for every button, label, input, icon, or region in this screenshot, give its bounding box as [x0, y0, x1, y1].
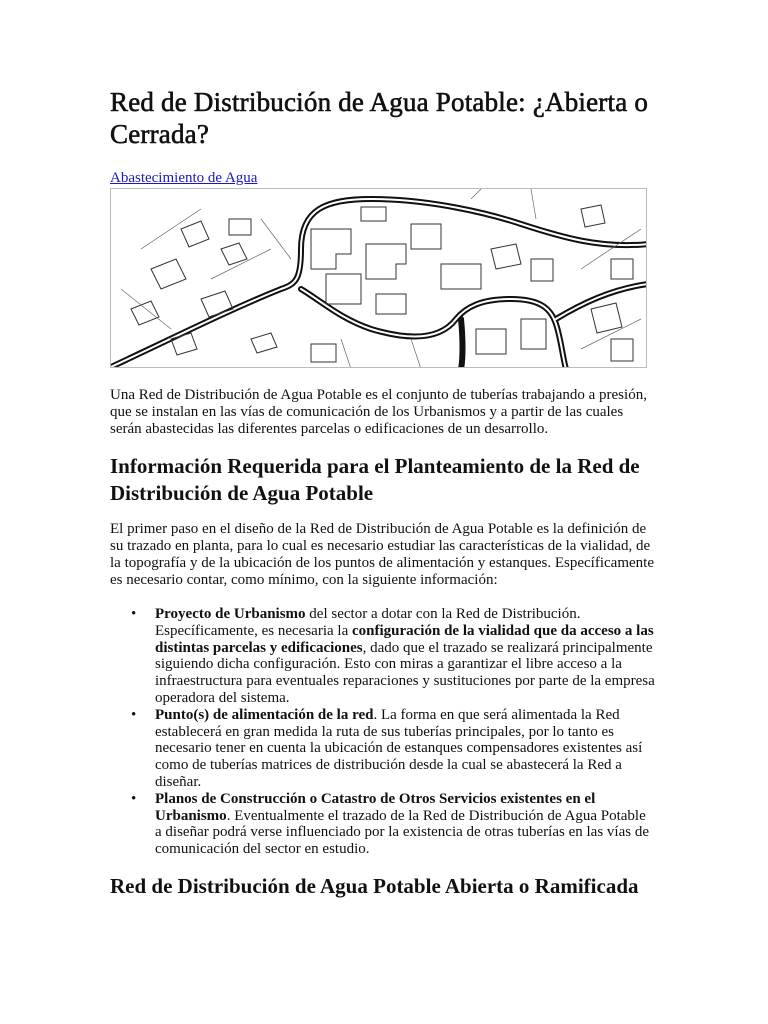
requirements-list: [110, 606, 655, 858]
bold-text: Planos de Construcción o Catastro de Otros Servicios existentes en el Urbanismo: [155, 790, 596, 824]
body-text: . La forma en que será alimentada la Red establecerá en gran medida la ruta de sus tuberías principales, por lo tanto es necesario tener en cuenta la ubicación de estanques compensadores existentes así como de tuberías matrices de distribución desde la cual se abastecerá la Red a diseñar.: [155, 706, 643, 790]
list-item: [110, 606, 655, 707]
body-text: . Eventualmente el trazado de la Red de Distribución de Agua Potable a diseñar podrá verse influenciado por la existencia de otras tuberías en las vías de comunicación del sector en estudio.: [155, 807, 649, 858]
bullet-icon: •: [131, 790, 137, 807]
page-title: Red de Distribución de Agua Potable: ¿Abierta o Cerrada?: [110, 87, 649, 149]
section-heading-abierta: Red de Distribución de Agua Potable Abierta o Ramificada: [110, 874, 639, 898]
list-item: [110, 791, 655, 858]
intro-paragraph: Una Red de Distribución de Agua Potable es el conjunto de tuberías trabajando a presión, que se instalan en las vías de comunicación de los Urbanismos y a partir de las cuales serán abastecidas las diferentes parcelas o edificaciones de un desarrollo.: [110, 387, 647, 437]
bullet-icon: •: [131, 606, 137, 622]
category-link[interactable]: Abastecimiento de Agua: [110, 170, 258, 186]
street-map-illustration-icon: [110, 188, 647, 368]
section-paragraph: El primer paso en el diseño de la Red de Distribución de Agua Potable es la definición de su trazado en planta, para lo cual es necesario estudiar las características de la vialidad, de la topografía y de la ubicación de los puntos de alimentación y estanques. Específicamente es necesario contar, como mínimo, con la siguiente información:: [110, 521, 654, 588]
bold-text: Proyecto de Urbanismo: [155, 606, 306, 622]
list-item: [110, 707, 655, 791]
section-heading-informacion: Información Requerida para el Planteamiento de la Red de Distribución de Agua Potable: [110, 454, 640, 505]
body-text: del sector a dotar con la Red de Distribución. Específicamente, es necesaria la: [155, 606, 581, 639]
body-text: , dado que el trazado se realizará principalmente siguiendo dicha configuración. Esto con miras a garantizar el libre acceso a la infraestructura para eventuales reparaciones y sustituciones por parte de la empresa operadora del sistema.: [155, 639, 655, 706]
bullet-icon: •: [131, 706, 137, 723]
bold-text: configuración de la vialidad que da acceso a las distintas parcelas y edificaciones: [155, 622, 654, 656]
bold-text: Punto(s) de alimentación de la red: [155, 706, 374, 723]
